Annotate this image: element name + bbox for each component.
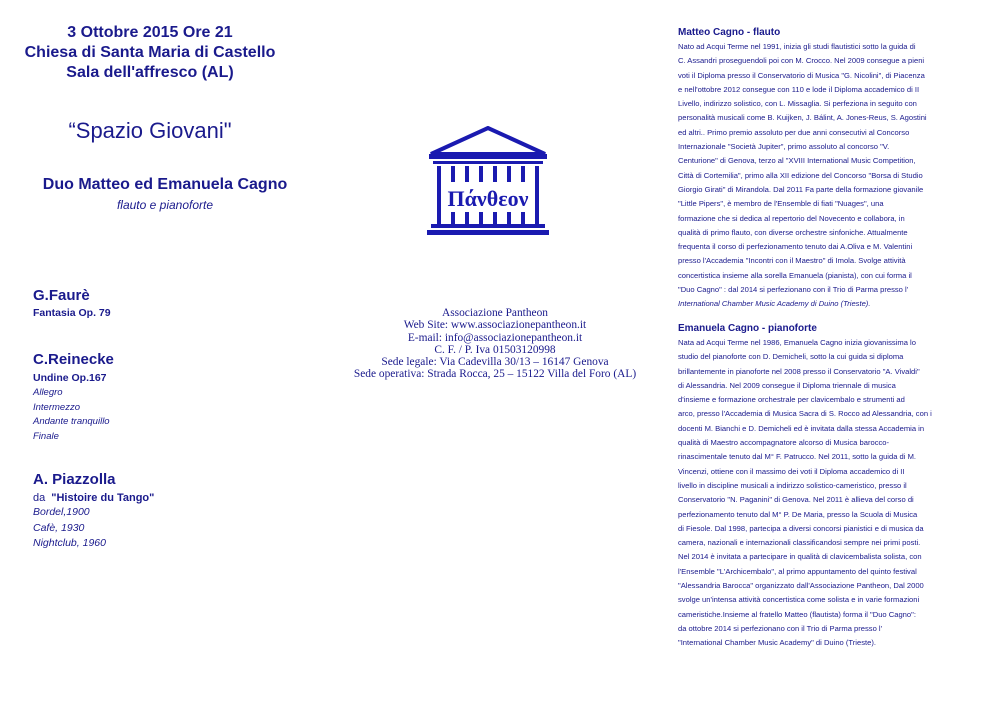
- bio-line: Nel 2014 è invitata a partecipare in qualità di clavicembalista solista, con: [678, 552, 922, 562]
- bio-line: ed altri.. Primo premio assoluto per due anni consecutivi al Concorso: [678, 127, 910, 137]
- bio-line: di Alessandria. Nel 2009 consegue il Diploma triennale di musica: [678, 380, 896, 390]
- bio-line: e nell'ottobre 2012 consegue con 110 e lode il Diploma accademico di II: [678, 84, 920, 94]
- bio-line: d'insieme e formazione orchestrale per clavicembalo e strumenti ad: [678, 395, 905, 405]
- work-reinecke: Undine Op.167: [33, 372, 107, 384]
- association-legal-seat: Sede legale: Via Cadevilla 30/13 – 16147 Genova: [381, 356, 609, 369]
- movement-item: Nightclub, 1960: [33, 537, 106, 549]
- work-title: "Histoire du Tango": [51, 492, 155, 504]
- bio-line: C. Assandri proseguendoli poi con M. Crocco. Nel 2009 consegue a pieni: [678, 56, 925, 66]
- event-header: [0, 23, 300, 83]
- composer-reinecke: C.Reinecke: [33, 351, 114, 368]
- bio-line: qualità di primo flauto, con diverse orchestre sinfoniche. Attualmente: [678, 227, 908, 237]
- movement-item: Allegro: [33, 387, 63, 398]
- bio-line: camera, nazionali e internazionali classificandosi sempre nei primi posti.: [678, 538, 921, 548]
- composer-piazzolla: A. Piazzolla: [33, 471, 116, 488]
- movement-item: Cafè, 1930: [33, 521, 85, 534]
- movement-item: Andante tranquillo: [33, 416, 110, 427]
- bio-title-emanuela: Emanuela Cagno - pianoforte: [678, 323, 817, 334]
- association-email[interactable]: E-mail: info@associazionepantheon.it: [407, 331, 583, 344]
- bio-line: studio del pianoforte con D. Demicheli, sotto la cui guida si diploma: [678, 352, 904, 362]
- bio-line: "International Chamber Music Academy" di Duino (Trieste).: [678, 638, 876, 648]
- association-info: [330, 307, 660, 381]
- bio-line: "Little Pipers", è membro de l'Ensemble di fiati "Nuages", una: [678, 199, 884, 209]
- bio-line: "Alessandria Barocca" organizzato dall'Associazione Pantheon, Dal 2000: [678, 581, 924, 591]
- association-name: Associazione Pantheon: [442, 307, 548, 319]
- work-faure: Fantasia Op. 79: [33, 307, 111, 319]
- duo-name: Duo Matteo ed Emanuela Cagno: [42, 176, 288, 193]
- pantheon-logo: [427, 126, 549, 236]
- bio-line: Città di Cortemilia", primo alla XII edizione del Concorso "Borsa di Studio: [678, 170, 923, 180]
- bio-line: l'Ensemble "L'Archicembalo", al primo appuntamento del quinto festival: [678, 566, 917, 576]
- event-date: 3 Ottobre 2015 Ore 21: [67, 24, 233, 41]
- event-title: “Spazio Giovani": [68, 118, 232, 143]
- bio-emanuela: [678, 336, 968, 651]
- work-piazzolla: [33, 492, 154, 504]
- event-venue: Chiesa di Santa Maria di Castello: [24, 44, 276, 61]
- movements-reinecke: [33, 386, 110, 444]
- bio-line: cameristiche.Insieme al fratello Matteo (flautista) forma il "Duo Cagno":: [678, 609, 916, 619]
- duo-subtitle: flauto e pianoforte: [116, 198, 214, 212]
- bio-line: voti il Diploma presso il Conservatorio di Musica "G. Nicolini", di Piacenza: [678, 70, 925, 80]
- bio-line: rinascimentale tenuto dal M° F. Patrucco. Nel 2011, sotto la guida di M.: [678, 452, 917, 462]
- bio-line: International Chamber Music Academy di Duino (Trieste).: [678, 299, 871, 309]
- movement-item: Bordel,1900: [33, 506, 90, 518]
- bio-line: Giorgio Girati" di Mirandola. Dal 2011 Fa parte della formazione giovanile: [678, 184, 924, 194]
- bio-line: "Duo Cagno" : dal 2014 si perfezionano con il Trio di Parma presso l': [678, 285, 909, 295]
- bio-line: concertistica insieme alla sorella Emanuela (pianista), con cui forma il: [678, 270, 912, 280]
- bio-matteo: [678, 40, 968, 312]
- bio-line: qualità di Maestro accompagnatore alcorso di Musica barocco-: [678, 438, 890, 448]
- bio-line: frequenta il corso di perfezionamento tenuto dai A.Oliva e M. Valentini: [678, 242, 913, 252]
- bio-line: brillantemente in pianoforte nel 2008 presso il Conservatorio "A. Vivaldi": [678, 366, 920, 376]
- bio-line: Livello, indirizzo solistico, con L. Missaglia. Si perfeziona in seguito con: [678, 99, 917, 109]
- bio-line: Internazionale "Società Jupiter", primo assoluto al concorso "V.: [678, 142, 890, 152]
- movements-piazzolla: [33, 505, 106, 552]
- bio-line: livello in discipline musicali a indirizzo solistico-cameristico, presso il: [678, 480, 907, 490]
- bio-line: di Fiesole. Dal 1998, partecipa a diversi concorsi pianistici e di musica da: [678, 523, 924, 533]
- event-place: Sala dell'affresco (AL): [66, 64, 234, 81]
- association-tax-id: C. F. / P. Iva 01503120998: [434, 343, 556, 356]
- association-website[interactable]: Web Site: www.associazionepantheon.it: [403, 319, 587, 332]
- bio-line: svolge un'intensa attività concertistica come solista e in varie formazioni: [678, 595, 920, 605]
- composer-faure: G.Faurè: [33, 287, 90, 304]
- bio-title-matteo: Matteo Cagno - flauto: [678, 27, 781, 38]
- bio-line: personalità musicali come B. Kuijken, J. Bálint, A. Jones-Reus, S. Agostini: [678, 113, 927, 123]
- bio-line: formazione che si dedica al repertorio del Novecento e collabora, in: [678, 213, 905, 223]
- bio-line: arco, presso l'Accademia di Musica Sacra di S. Rocco ad Alessandria, con i: [678, 409, 932, 419]
- movement-item: Intermezzo: [33, 401, 80, 413]
- bio-line: Conservatorio "N. Paganini" di Genova. Nel 2011 è allieva del corso di: [678, 495, 914, 505]
- association-operating-seat: Sede operativa: Strada Rocca, 25 – 15122 Villa del Foro (AL): [353, 368, 637, 381]
- logo-wordmark: Πάνθεον: [447, 186, 529, 211]
- bio-line: Nata ad Acqui Terme nel 1986, Emanuela Cagno inizia giovanissima lo: [678, 338, 916, 347]
- bio-line: docenti M. Bianchi e D. Demicheli ed è invitata dalla stessa Accademia in: [678, 423, 925, 433]
- bio-line: da ottobre 2014 si perfezionano con il Trio di Parma presso l': [678, 623, 883, 633]
- bio-line: presso l'Accademia "Incontri con il Maestro" di Imola. Svolge attività: [678, 256, 906, 266]
- bio-line: perfezionamento tenuto dal M° P. De Maria, presso la Scuola di Musica: [678, 509, 918, 519]
- movement-item: Finale: [33, 430, 59, 442]
- from-word: da: [33, 492, 46, 504]
- bio-line: Vincenzi, ottiene con il massimo dei voti il Diploma accademico di II: [678, 466, 905, 476]
- bio-line: Nato ad Acqui Terme nel 1991, inizia gli studi flautistici sotto la guida di: [678, 42, 916, 51]
- bio-line: Centurione" di Genova, terzo al "XVIII International Music Competition,: [678, 156, 916, 166]
